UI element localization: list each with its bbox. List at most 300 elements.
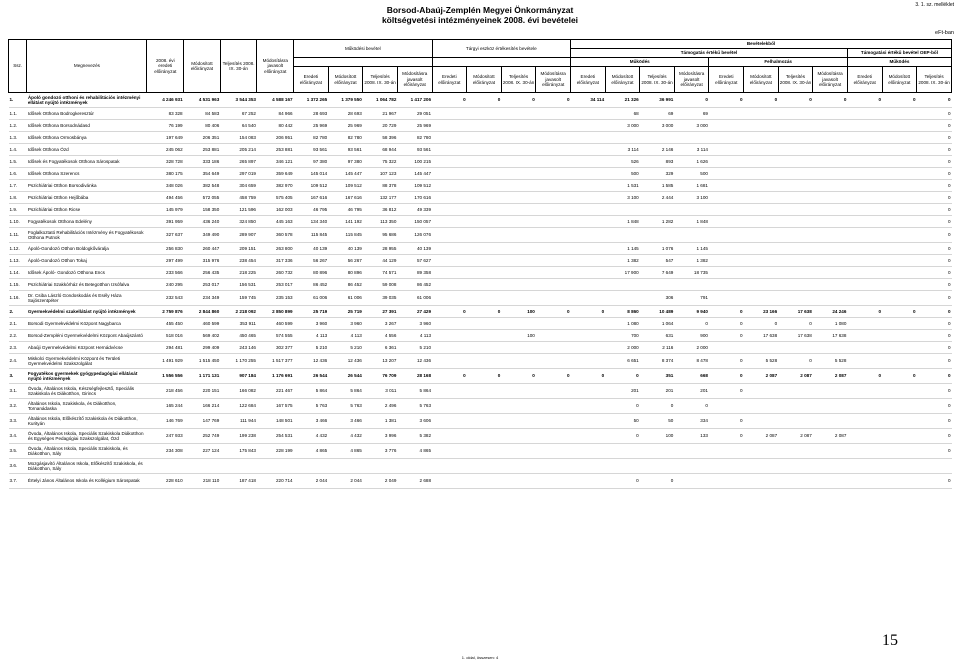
value-cell: 0 [917, 255, 952, 267]
value-cell: 34 114 [571, 93, 606, 108]
value-cell: 1 080 [605, 318, 640, 330]
value-cell: 84 966 [257, 108, 294, 120]
value-cell: 0 [709, 354, 744, 369]
value-cell [813, 279, 848, 291]
value-cell: 46 795 [328, 204, 363, 216]
value-cell: 69 [640, 108, 675, 120]
value-cell: 315 976 [184, 255, 221, 267]
value-cell: 354 649 [184, 168, 221, 180]
value-cell: 1 585 [640, 180, 675, 192]
value-cell [501, 255, 536, 267]
row-number: 3. [9, 369, 27, 384]
value-cell [432, 459, 467, 474]
value-cell [571, 384, 606, 399]
value-cell: 353 911 [220, 318, 257, 330]
value-cell [467, 180, 502, 192]
value-cell: 36 812 [363, 204, 398, 216]
value-cell: 9 940 [674, 306, 709, 318]
value-cell: 29 051 [397, 108, 432, 120]
value-cell [882, 228, 917, 243]
value-cell: 0 [536, 306, 571, 318]
value-cell: 324 850 [220, 216, 257, 228]
value-cell: 2 000 [674, 342, 709, 354]
col-teljesites: Teljesítés 2008. IX. 30-án [220, 40, 257, 93]
institution-name: Idősek Ápoló- Gondozó Otthona Encs [27, 267, 147, 279]
value-cell [778, 120, 813, 132]
value-cell [571, 399, 606, 414]
h-teljesites: Teljesítés 2008. IX. 30-án [501, 67, 536, 93]
value-cell: 4 432 [294, 429, 329, 444]
value-cell: 167 616 [328, 192, 363, 204]
value-cell: 209 151 [220, 243, 257, 255]
value-cell: 8 478 [674, 354, 709, 369]
value-cell [147, 459, 184, 474]
value-cell: 88 378 [363, 180, 398, 192]
value-cell [467, 354, 502, 369]
value-cell: 10 489 [640, 306, 675, 318]
value-cell: 0 [536, 93, 571, 108]
value-cell: 5 210 [397, 342, 432, 354]
value-cell: 0 [605, 474, 640, 489]
institution-name: Abaúji Gyermekvédelmi Központ Hernádvécse [27, 342, 147, 354]
value-cell [847, 216, 882, 228]
value-cell: 1 171 131 [184, 369, 221, 384]
value-cell: 460 599 [257, 318, 294, 330]
value-cell [536, 384, 571, 399]
value-cell [709, 216, 744, 228]
value-cell: 0 [709, 369, 744, 384]
row-number: 1.5. [9, 156, 27, 168]
table-row [9, 228, 952, 243]
value-cell [571, 168, 606, 180]
value-cell [778, 228, 813, 243]
value-cell: 17 900 [605, 267, 640, 279]
value-cell [882, 144, 917, 156]
value-cell: 166 082 [220, 384, 257, 399]
value-cell: 2 759 876 [147, 306, 184, 318]
institution-name: Pszichiátriai Otthon Ricse [27, 204, 147, 216]
value-cell [571, 291, 606, 306]
value-cell [536, 474, 571, 489]
value-cell [467, 444, 502, 459]
value-cell: 0 [917, 267, 952, 279]
value-cell [467, 342, 502, 354]
value-cell: 0 [467, 306, 502, 318]
value-cell [467, 429, 502, 444]
value-cell [847, 144, 882, 156]
value-cell: 349 490 [184, 228, 221, 243]
value-cell: 0 [917, 120, 952, 132]
value-cell: 228 610 [147, 474, 184, 489]
value-cell: 25 719 [328, 306, 363, 318]
value-cell [778, 180, 813, 192]
value-cell: 50 [605, 414, 640, 429]
value-cell: 28 955 [363, 243, 398, 255]
value-cell: 500 [605, 168, 640, 180]
value-cell: 2 116 [640, 342, 675, 354]
value-cell: 0 [778, 354, 813, 369]
row-number: 1.10. [9, 216, 27, 228]
value-cell: 147 769 [184, 414, 221, 429]
row-number: 1.12. [9, 243, 27, 255]
value-cell: 263 800 [257, 243, 294, 255]
value-cell [432, 318, 467, 330]
value-cell: 0 [640, 399, 675, 414]
value-cell: 0 [882, 306, 917, 318]
table-row [9, 192, 952, 204]
value-cell [744, 108, 779, 120]
value-cell: 17 638 [778, 306, 813, 318]
h-eredeti: Eredeti előirányzat [432, 67, 467, 93]
value-cell: 97 380 [294, 156, 329, 168]
value-cell: 3 960 [328, 318, 363, 330]
institution-name: Idősek Otthona Szerencs [27, 168, 147, 180]
value-cell: 220 714 [257, 474, 294, 489]
sub-col [294, 58, 432, 67]
h-modositasra: Módosításra javasolt előirányzat [397, 67, 432, 93]
value-cell [536, 429, 571, 444]
value-cell [432, 216, 467, 228]
value-cell: 1 848 [674, 216, 709, 228]
row-number: 1.11. [9, 228, 27, 243]
value-cell: 167 616 [294, 192, 329, 204]
value-cell: 0 [882, 93, 917, 108]
value-cell: 93 561 [397, 144, 432, 156]
group-mukodesi-bevetel: Működési bevétel [294, 40, 432, 58]
value-cell: 1 170 255 [220, 354, 257, 369]
value-cell [467, 108, 502, 120]
col-ssz: Ssz. [9, 40, 27, 93]
value-cell [813, 168, 848, 180]
value-cell [605, 279, 640, 291]
value-cell [744, 255, 779, 267]
value-cell [847, 414, 882, 429]
value-cell: 0 [917, 216, 952, 228]
value-cell: 0 [917, 330, 952, 342]
value-cell: 109 512 [328, 180, 363, 192]
value-cell: 260 447 [184, 243, 221, 255]
row-number: 1.6. [9, 168, 27, 180]
value-cell: 1 531 [605, 180, 640, 192]
h-eredeti: Eredeti előirányzat [709, 67, 744, 93]
value-cell [882, 243, 917, 255]
title-line-2: költségvetési intézményeinek 2008. évi bevételei [381, 15, 579, 25]
row-number: 3.4. [9, 429, 27, 444]
value-cell: 304 659 [220, 180, 257, 192]
value-cell: 0 [917, 291, 952, 306]
value-cell: 1 848 [605, 216, 640, 228]
value-cell [432, 228, 467, 243]
table-row [9, 342, 952, 354]
value-cell: 260 732 [257, 267, 294, 279]
value-cell [220, 459, 257, 474]
value-cell: 234 308 [147, 444, 184, 459]
value-cell: 80 406 [184, 120, 221, 132]
value-cell: 0 [847, 369, 882, 384]
value-cell: 5 763 [328, 399, 363, 414]
table-row [9, 369, 952, 384]
unit-note: eFt-ban [935, 30, 954, 36]
value-cell: 1 417 206 [397, 93, 432, 108]
value-cell: 1 515 450 [184, 354, 221, 369]
table-row [9, 156, 952, 168]
value-cell: 348 026 [147, 180, 184, 192]
value-cell: 0 [778, 318, 813, 330]
value-cell: 12 436 [397, 354, 432, 369]
value-cell [744, 342, 779, 354]
value-cell: 256 830 [147, 243, 184, 255]
value-cell: 351 [640, 369, 675, 384]
value-cell [536, 354, 571, 369]
value-cell [744, 243, 779, 255]
value-cell [501, 180, 536, 192]
value-cell [640, 444, 675, 459]
institution-name: Ápoló-Gondozó Otthon Tokaj [27, 255, 147, 267]
value-cell: 0 [917, 144, 952, 156]
value-cell: 100 [501, 330, 536, 342]
value-cell: 86 452 [328, 279, 363, 291]
value-cell [536, 444, 571, 459]
value-cell [882, 384, 917, 399]
h-modositott: Módosított előirányzat [328, 67, 363, 93]
value-cell: 201 [674, 384, 709, 399]
value-cell [432, 267, 467, 279]
value-cell: 333 186 [184, 156, 221, 168]
value-cell: 150 057 [397, 216, 432, 228]
value-cell [813, 108, 848, 120]
value-cell: 2 218 092 [220, 306, 257, 318]
value-cell: 2 087 [778, 429, 813, 444]
value-cell: 5 864 [397, 384, 432, 399]
value-cell [847, 168, 882, 180]
row-number: 3.6. [9, 459, 27, 474]
value-cell: 3 960 [294, 318, 329, 330]
value-cell: 574 555 [257, 330, 294, 342]
value-cell [467, 144, 502, 156]
group-oep-mukodes: Működés [847, 58, 951, 67]
value-cell: 3 114 [605, 144, 640, 156]
value-cell: 360 578 [257, 228, 294, 243]
value-cell: 175 843 [220, 444, 257, 459]
value-cell: 145 447 [397, 168, 432, 180]
group-mukodes: Működés [571, 58, 709, 67]
value-cell: 86 452 [397, 279, 432, 291]
value-cell [709, 180, 744, 192]
value-cell [501, 120, 536, 132]
value-cell: 252 749 [184, 429, 221, 444]
value-cell [778, 474, 813, 489]
table-row [9, 414, 952, 429]
value-cell: 3 996 [363, 429, 398, 444]
value-cell [328, 459, 363, 474]
value-cell: 56 267 [294, 255, 329, 267]
value-cell [813, 156, 848, 168]
value-cell [778, 399, 813, 414]
value-cell: 700 [605, 330, 640, 342]
value-cell: 1 379 550 [328, 93, 363, 108]
value-cell [847, 384, 882, 399]
row-number: 2.4. [9, 354, 27, 369]
value-cell: 69 [674, 108, 709, 120]
value-cell: 40 139 [328, 243, 363, 255]
value-cell [467, 192, 502, 204]
value-cell [571, 180, 606, 192]
value-cell: 83 328 [147, 108, 184, 120]
row-number: 1.2. [9, 120, 27, 132]
value-cell [882, 444, 917, 459]
value-cell [432, 474, 467, 489]
value-cell [467, 318, 502, 330]
value-cell: 133 [674, 429, 709, 444]
row-number: 1.1. [9, 108, 27, 120]
value-cell [744, 192, 779, 204]
value-cell [571, 342, 606, 354]
value-cell: 0 [744, 318, 779, 330]
institution-name: Pszichiátriai Otthon Borsodivánka [27, 180, 147, 192]
value-cell [605, 228, 640, 243]
value-cell [501, 429, 536, 444]
table-row [9, 330, 952, 342]
value-cell: 0 [709, 93, 744, 108]
value-cell [744, 132, 779, 144]
row-number: 1.8. [9, 192, 27, 204]
value-cell [778, 144, 813, 156]
value-cell [778, 384, 813, 399]
value-cell [744, 204, 779, 216]
value-cell [467, 132, 502, 144]
value-cell: 297 499 [147, 255, 184, 267]
value-cell: 0 [917, 168, 952, 180]
value-cell: 80 442 [257, 120, 294, 132]
value-cell [847, 192, 882, 204]
institution-name: Általános Iskola, Előkészítő Szakiskola és Diákotthon, Kurityán [27, 414, 147, 429]
value-cell: 199 238 [220, 429, 257, 444]
value-cell [432, 168, 467, 180]
value-cell: 243 146 [220, 342, 257, 354]
value-cell [882, 399, 917, 414]
value-cell: 23 166 [744, 306, 779, 318]
value-cell [571, 144, 606, 156]
value-cell: 82 780 [294, 132, 329, 144]
col-eredeti-2008: 2008. évi eredeti előirányzat [147, 40, 184, 93]
value-cell: 5 763 [294, 399, 329, 414]
budget-table [8, 39, 952, 489]
value-cell [536, 216, 571, 228]
institution-name: Dr. Csiba László Gondoskodás és Esély Háza Sajószentpéter [27, 291, 147, 306]
value-cell [744, 384, 779, 399]
value-cell [882, 120, 917, 132]
value-cell: 0 [917, 369, 952, 384]
value-cell [778, 255, 813, 267]
value-cell [778, 291, 813, 306]
value-cell: 25 969 [397, 120, 432, 132]
value-cell: 0 [917, 93, 952, 108]
value-cell [847, 180, 882, 192]
value-cell: 0 [813, 93, 848, 108]
value-cell: 201 [640, 384, 675, 399]
value-cell [674, 444, 709, 459]
value-cell: 205 214 [220, 144, 257, 156]
value-cell [882, 255, 917, 267]
value-cell: 0 [917, 342, 952, 354]
value-cell: 227 124 [184, 444, 221, 459]
value-cell [674, 204, 709, 216]
value-cell: 2 444 [640, 192, 675, 204]
value-cell [847, 156, 882, 168]
value-cell: 122 684 [220, 399, 257, 414]
value-cell: 235 153 [257, 291, 294, 306]
annex-note: 3. 1. sz. melléklet [915, 2, 954, 8]
value-cell: 5 864 [294, 384, 329, 399]
value-cell: 132 177 [363, 192, 398, 204]
value-cell [882, 132, 917, 144]
value-cell: 154 083 [220, 132, 257, 144]
value-cell [536, 144, 571, 156]
value-cell [501, 132, 536, 144]
value-cell [847, 132, 882, 144]
value-cell: 253 017 [184, 279, 221, 291]
value-cell [536, 459, 571, 474]
value-cell: 0 [847, 306, 882, 318]
value-cell: 572 055 [184, 192, 221, 204]
value-cell [536, 267, 571, 279]
col-megnevezes: Megnevezés [27, 40, 147, 93]
value-cell: 1 064 782 [363, 93, 398, 108]
value-cell: 0 [917, 156, 952, 168]
table-row [9, 354, 952, 369]
value-cell [536, 243, 571, 255]
value-cell [501, 474, 536, 489]
value-cell [640, 279, 675, 291]
value-cell: 0 [917, 414, 952, 429]
value-cell [847, 120, 882, 132]
value-cell: 240 295 [147, 279, 184, 291]
value-cell [501, 144, 536, 156]
value-cell [467, 243, 502, 255]
value-cell [709, 342, 744, 354]
value-cell: 12 436 [328, 354, 363, 369]
value-cell [501, 318, 536, 330]
value-cell [744, 144, 779, 156]
value-cell [709, 255, 744, 267]
institution-name: Idősek Otthona Bodrogkeresztúr [27, 108, 147, 120]
h-teljesites: Teljesítés 2008. IX. 30-án [778, 67, 813, 93]
value-cell: 0 [778, 93, 813, 108]
value-cell: 4 588 167 [257, 93, 294, 108]
value-cell: 232 543 [147, 291, 184, 306]
value-cell [501, 168, 536, 180]
value-cell: 218 456 [147, 384, 184, 399]
table-row [9, 108, 952, 120]
value-cell: 3 000 [640, 120, 675, 132]
value-cell [882, 474, 917, 489]
value-cell [917, 459, 952, 474]
budget-table-wrap [8, 39, 952, 489]
value-cell [882, 414, 917, 429]
value-cell: 0 [709, 318, 744, 330]
value-cell: 253 017 [257, 279, 294, 291]
table-row [9, 459, 952, 474]
table-row [9, 168, 952, 180]
table-row [9, 93, 952, 108]
value-cell: 436 240 [184, 216, 221, 228]
h-modositott: Módosított előirányzat [744, 67, 779, 93]
h-eredeti: Eredeti előirányzat [571, 67, 606, 93]
value-cell [467, 267, 502, 279]
value-cell [882, 267, 917, 279]
value-cell: 2 087 [778, 369, 813, 384]
value-cell: 25 969 [328, 120, 363, 132]
